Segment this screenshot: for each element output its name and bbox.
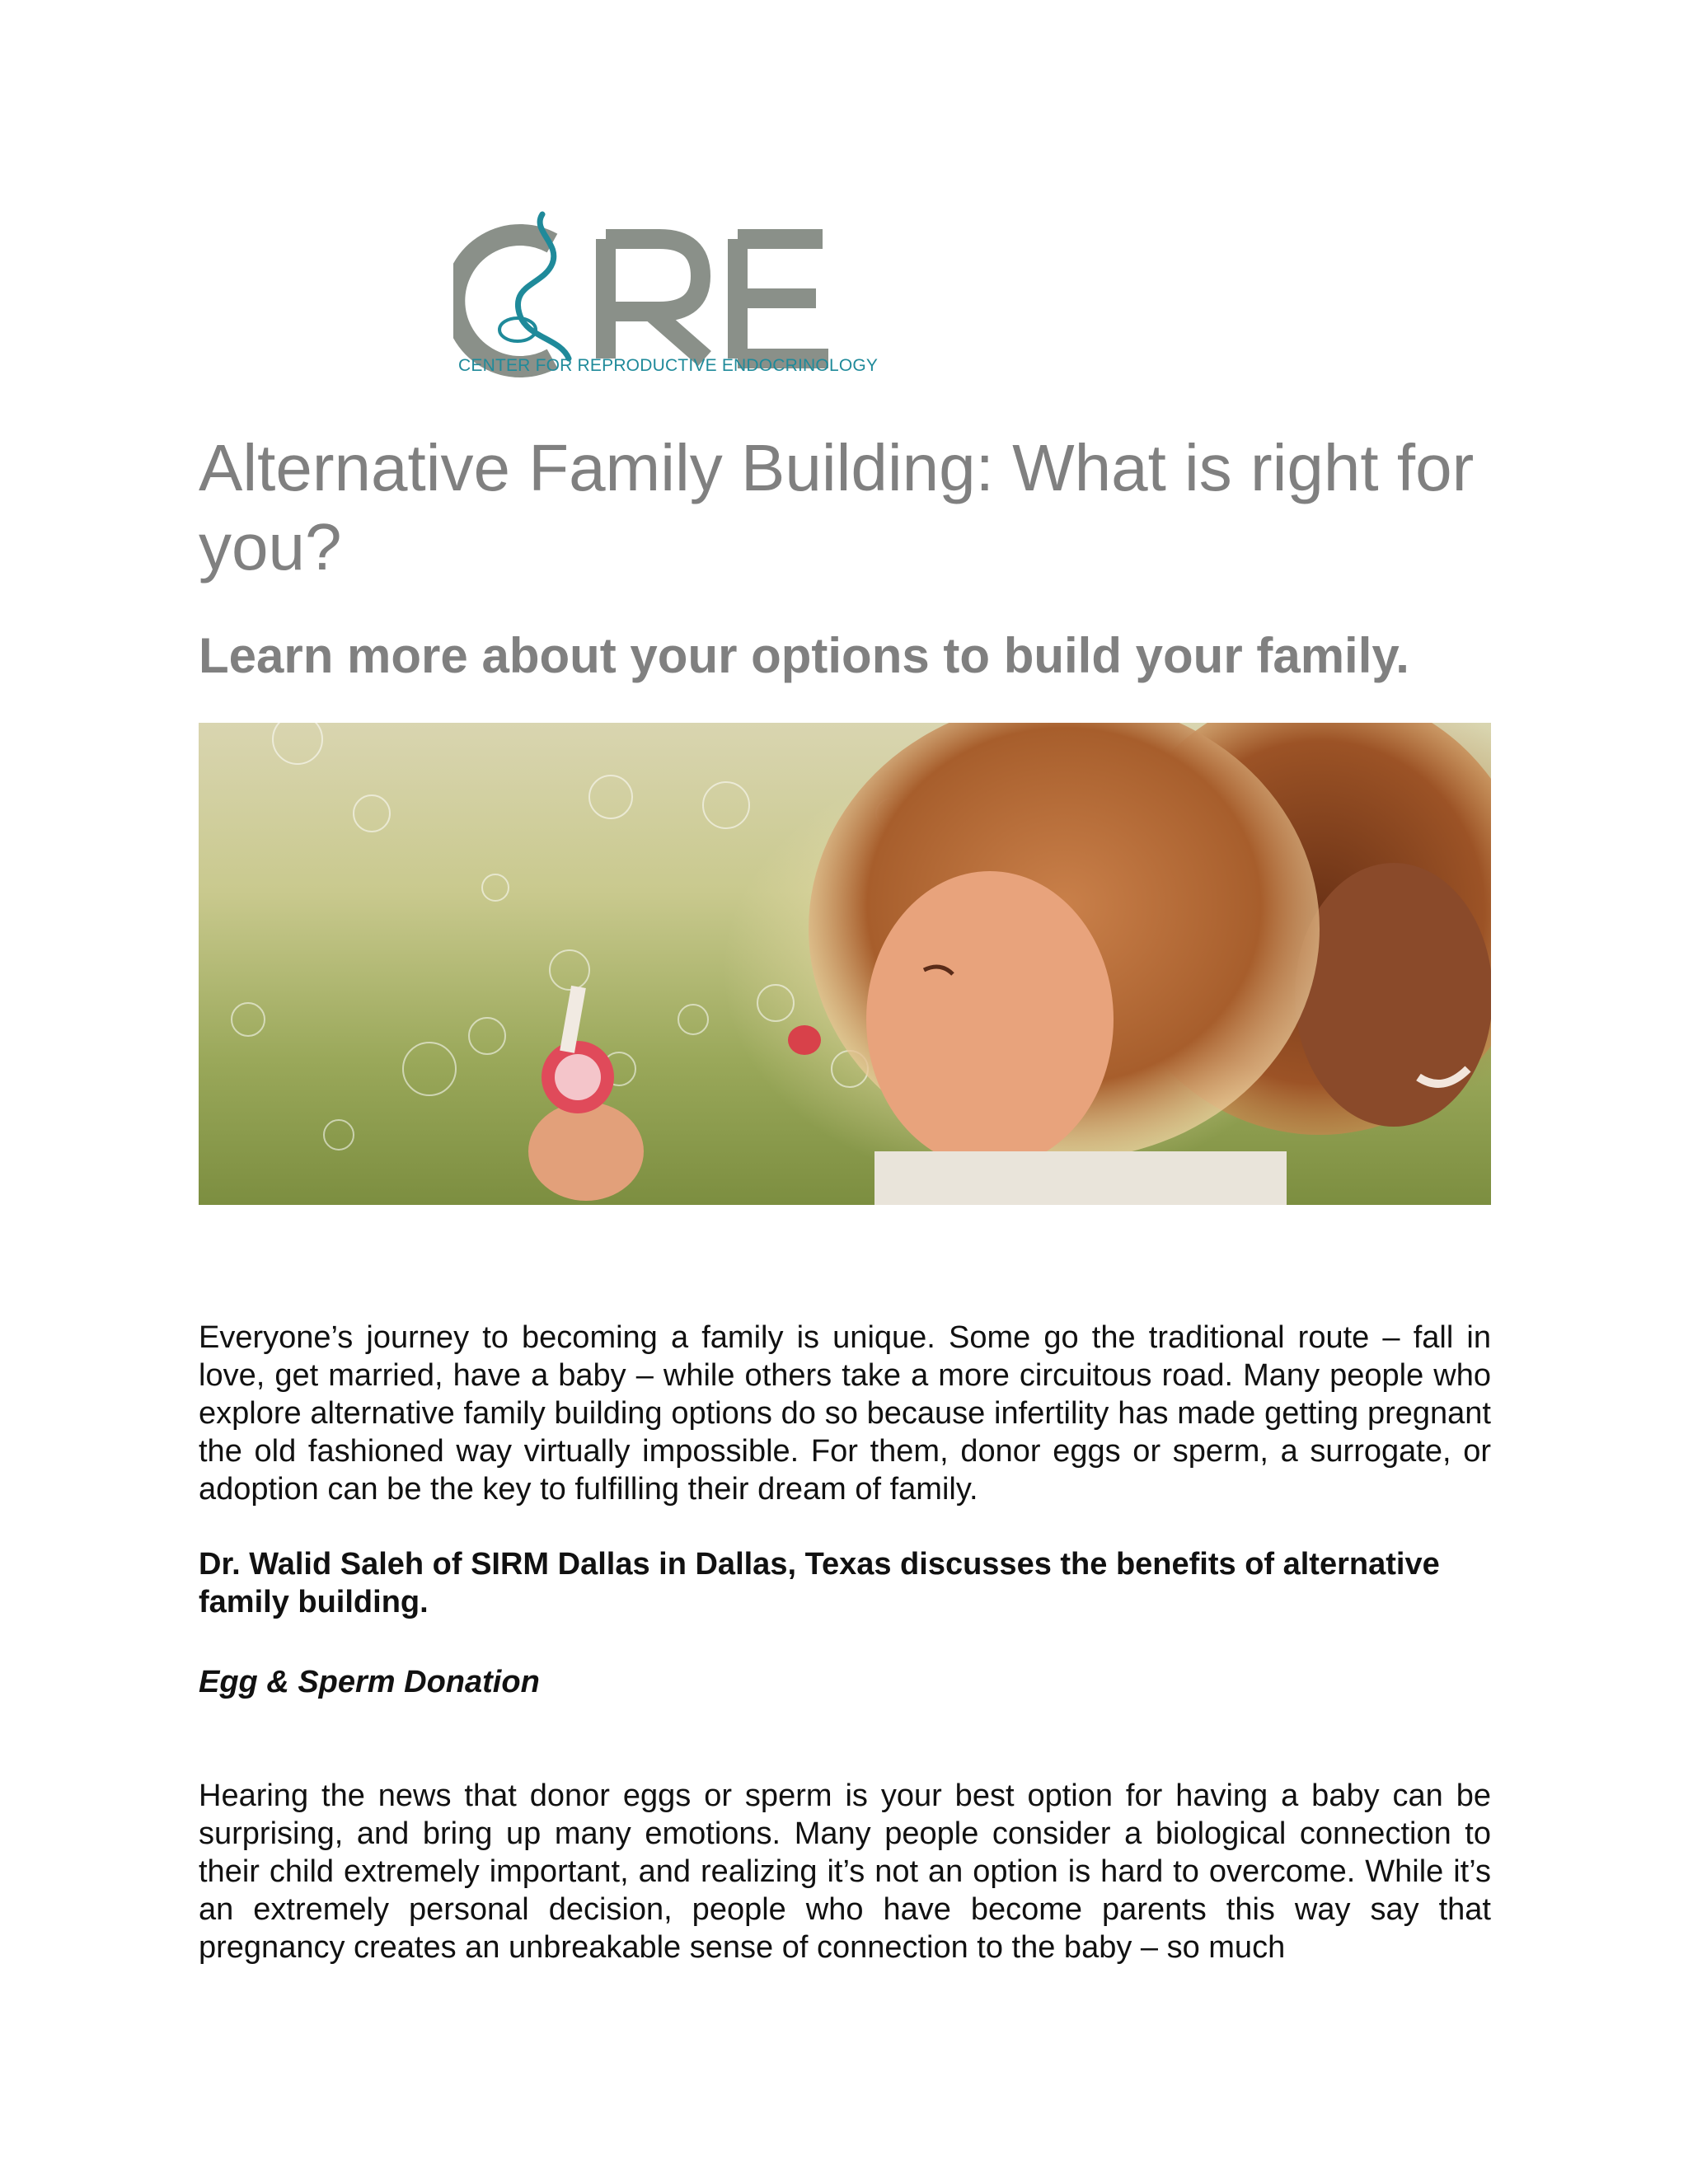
page-subtitle: Learn more about your options to build your family. (199, 628, 1409, 683)
donation-paragraph: Hearing the news that donor eggs or sperm is your best option for having a baby can be surprising, and bring up many emotions. Many people consider a biological connection to their child extremely important, and realizing it’s not an option is hard to overcome. While it’s an extremely personal decision, people who have become parents this way say that pregnancy creates an unbreakable sense of connection to the baby – so much (199, 1779, 1491, 1965)
section-heading: Egg & Sperm Donation (199, 1665, 540, 1699)
logo-tagline: CENTER FOR REPRODUCTIVE ENDOCRINOLOGY (458, 356, 879, 375)
cre-logo (453, 206, 915, 387)
page-title: Alternative Family Building: What is right for you? (199, 431, 1475, 583)
hero-photo (199, 723, 1491, 1205)
hero-photo-illustration (199, 723, 1491, 1205)
byline-paragraph: Dr. Walid Saleh of SIRM Dallas in Dallas, Texas discusses the benefits of alternative family building. (199, 1547, 1440, 1619)
intro-paragraph: Everyone’s journey to becoming a family is unique. Some go the traditional route – fall in love, get married, have a baby – while others take a more circuitous road. Many people who explore alternative family building options do so because infertility has made getting pregnant the old fashioned way virtually impossible. For them, donor eggs or sperm, a surrogate, or adoption can be the key to fulfilling their dream of family. (199, 1320, 1491, 1507)
